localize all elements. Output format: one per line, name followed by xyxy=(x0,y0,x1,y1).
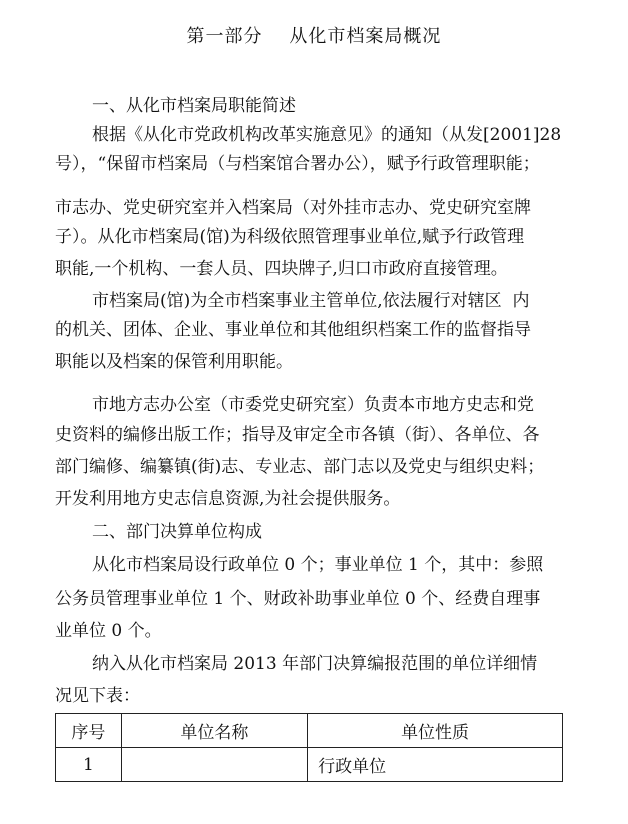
cell-index: 1 xyxy=(56,748,122,782)
paragraph-line: 市志办、党史研究室并入档案局（对外挂市志办、党史研究室牌 xyxy=(55,198,531,218)
header-unit-name: 单位名称 xyxy=(121,714,307,748)
header-index: 序号 xyxy=(56,714,122,748)
paragraph-line: 开发利用地方史志信息资源,为社会提供服务。 xyxy=(55,489,401,509)
header-unit-type: 单位性质 xyxy=(308,714,563,748)
units-table xyxy=(55,713,563,782)
paragraph-line: 的机关、团体、企业、事业单位和其他组织档案工作的监督指导 xyxy=(55,320,531,340)
paragraph-line: 职能,一个机构、一套人员、四块牌子,归口市政府直接管理。 xyxy=(55,259,508,279)
paragraph-line: 公务员管理事业单位 1 个、财政补助事业单位 0 个、经费自理事 xyxy=(55,589,541,609)
paragraph-line: 根据《从化市党政机构改革实施意见》的通知（从发[2001]28 xyxy=(92,125,562,145)
paragraph-line: 史资料的编修出版工作；指导及审定全市各镇（街）、各单位、各 xyxy=(55,425,540,445)
cell-unit-name xyxy=(121,748,307,782)
table-row xyxy=(56,748,563,782)
paragraph-line: 从化市档案局设行政单位 0 个；事业单位 1 个，其中：参照 xyxy=(92,555,544,575)
paragraph-line: 况见下表： xyxy=(55,686,140,706)
paragraph-line: 子）。从化市档案局(馆)为科级依照管理事业单位,赋予行政管理 xyxy=(55,227,525,247)
paragraph-line: 部门编修、编纂镇(街)志、专业志、部门志以及党史与组织史料； xyxy=(55,457,545,477)
paragraph-line: 纳入从化市档案局 2013 年部门决算编报范围的单位详细情 xyxy=(92,654,538,674)
paragraph-line: 市地方志办公室（市委党史研究室）负责本市地方史志和党 xyxy=(92,395,534,415)
paragraph-line: 市档案局(馆)为全市档案事业主管单位,依法履行对辖区 内 xyxy=(92,291,530,311)
page-title: 第一部分 从化市档案局概况 xyxy=(186,26,442,47)
cell-unit-type: 行政单位 xyxy=(308,748,563,782)
paragraph-line: 业单位 0 个。 xyxy=(55,621,162,641)
section-heading-units: 二、部门决算单位构成 xyxy=(92,522,262,542)
paragraph-line: 职能以及档案的保管利用职能。 xyxy=(55,352,293,372)
paragraph-line: 号），“保留市档案局（与档案馆合署办公），赋予行政管理职能； xyxy=(55,154,540,174)
section-heading-functions: 一、从化市档案局职能简述 xyxy=(92,96,296,116)
table-header-row xyxy=(56,714,563,748)
